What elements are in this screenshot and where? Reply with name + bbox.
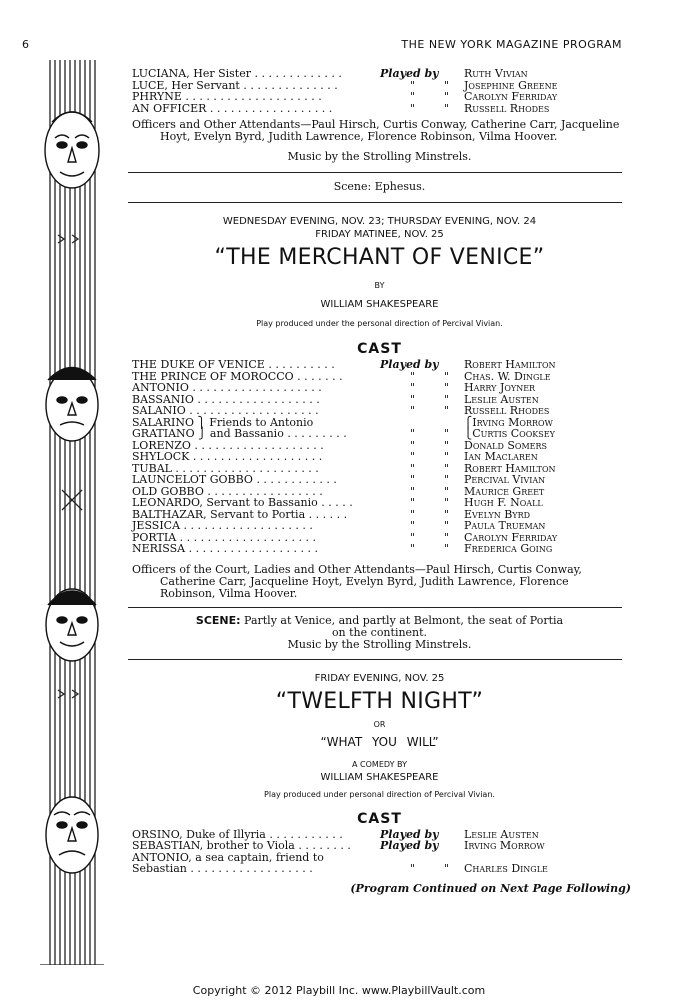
twelfth-cast-list [132, 829, 627, 875]
twelfth-dates: FRIDAY EVENING, NOV. 25 [314, 672, 445, 684]
ditto-mark: " [444, 461, 450, 475]
ditto-mark: " [444, 542, 450, 555]
errors-attendants: Officers and Other Attendants—Paul Hirsch, Curtis Conway, Catherine Carr, Jacqueline Hoyt, Evelyn Byrd, Judith Lawrence, Florence Robinson, Vilma Hoover. [132, 118, 620, 143]
cast-role: GRATIANO ⎭ and Bassanio . . . . . . . . . [132, 427, 347, 440]
twelfth-subtitle: “WHAT YOU WILL” [320, 734, 439, 749]
cast-row [132, 382, 627, 394]
cast-role: SALANIO . . . . . . . . . . . . . . . . . . . [132, 404, 319, 417]
cast-actor: Ian Maclaren [464, 450, 538, 463]
cast-role: PHRYNE . . . . . . . . . . . . . . . . . . . . [132, 90, 322, 103]
ditto-mark: " [410, 369, 416, 383]
merchant-cast-heading: CAST [357, 341, 402, 357]
ditto-mark: " [410, 862, 416, 875]
cast-row [132, 543, 627, 555]
merchant-author: WILLIAM SHAKESPEARE [320, 299, 439, 310]
cast-actor: Charles Dingle [464, 862, 548, 875]
ditto-mark: " [410, 427, 416, 440]
decorative-mask-border [22, 60, 122, 965]
ditto-mark: " [444, 369, 450, 383]
ditto-mark: " [410, 507, 416, 521]
divider [128, 659, 622, 660]
merchant-music: Music by the Strolling Minstrels. [287, 637, 472, 651]
ditto-mark: " [444, 101, 450, 115]
cast-role: AN OFFICER . . . . . . . . . . . . . . . . . . [132, 101, 333, 115]
cast-role: SALARINO ⎫ Friends to Antonio [132, 415, 314, 429]
cast-actor: Leslie Austen [464, 392, 539, 406]
cast-actor: Paula Trueman [464, 519, 546, 532]
errors-cast-list [132, 68, 627, 114]
cast-row [132, 103, 627, 115]
ditto-mark: " [444, 427, 450, 440]
errors-scene: Scene: Ephesus. [333, 180, 426, 193]
ditto-mark: " [410, 101, 416, 115]
played-by-label: Played by [380, 839, 439, 852]
ditto-mark: " [444, 438, 450, 452]
twelfth-or: OR [373, 719, 386, 729]
ditto-mark: " [444, 496, 450, 509]
cast-role: PORTIA . . . . . . . . . . . . . . . . . . . . [132, 530, 316, 544]
mask-icon [46, 368, 98, 442]
cast-role: TUBAL . . . . . . . . . . . . . . . . . . . . . [132, 461, 319, 475]
cast-row [132, 520, 627, 532]
cast-row [132, 359, 627, 371]
cast-actor: Percival Vivian [464, 473, 546, 486]
twelfth-cast-heading: CAST [357, 810, 402, 827]
ditto-mark: " [444, 90, 450, 103]
ditto-mark: " [410, 438, 416, 452]
cast-role: THE PRINCE OF MOROCCO . . . . . . . [132, 369, 343, 383]
cast-actor: Chas. W. Dingle [464, 369, 551, 383]
cast-actor: Hugh F. Noall [464, 496, 543, 509]
cast-actor: Evelyn Byrd [464, 507, 531, 521]
cast-actor: Carolyn Ferriday [464, 90, 558, 103]
ditto-mark: " [444, 484, 450, 498]
ditto-mark: " [444, 862, 450, 875]
continued-note: (Program Continued on Next Page Following) [350, 881, 631, 895]
ditto-mark: " [444, 530, 450, 544]
cast-role: SEBASTIAN, brother to Viola . . . . . . . . [132, 839, 351, 852]
divider [128, 172, 622, 173]
ditto-mark: " [410, 484, 416, 498]
merchant-dates-1: WEDNESDAY EVENING, NOV. 23; THURSDAY EVENING, NOV. 24 [222, 216, 537, 227]
cast-role: THE DUKE OF VENICE . . . . . . . . . . [132, 358, 335, 371]
ditto-mark: " [410, 78, 416, 92]
ditto-mark: " [410, 530, 416, 544]
ditto-mark: " [444, 450, 450, 463]
ditto-mark: " [410, 473, 416, 486]
cast-row [132, 451, 627, 463]
ditto-mark: " [444, 78, 450, 92]
twelfth-direction: Play produced under personal direction of Percival Vivian. [264, 789, 495, 799]
ditto-mark: " [410, 450, 416, 463]
cast-role: LEONARDO, Servant to Bassanio . . . . . [132, 496, 353, 509]
ditto-mark: " [410, 461, 416, 475]
cast-role: SHYLOCK . . . . . . . . . . . . . . . . . . . [132, 450, 323, 463]
cast-actor: ⎧Irving Morrow [464, 415, 553, 429]
mask-icon [46, 589, 98, 661]
cast-role: NERISSA . . . . . . . . . . . . . . . . . . . [132, 542, 318, 555]
cast-actor: Robert Hamilton [464, 358, 556, 371]
scene-label: SCENE: [195, 613, 241, 627]
scene-line-1: Partly at Venice, and partly at Belmont, the seat of Portia [244, 613, 564, 627]
ditto-mark: " [410, 381, 416, 394]
cast-actor: Robert Hamilton [464, 461, 556, 475]
cast-actor: ⎩Curtis Cooksey [464, 427, 555, 440]
ditto-mark: " [410, 542, 416, 555]
mask-icon [46, 797, 98, 873]
cast-row [132, 405, 627, 417]
cast-role: Sebastian . . . . . . . . . . . . . . . . . . [132, 862, 313, 875]
cast-actor: Irving Morrow [464, 839, 545, 852]
played-by-label: Played by [380, 67, 439, 80]
cast-row [132, 840, 627, 852]
cast-row [132, 428, 627, 440]
cast-actor: Russell Rhodes [464, 101, 550, 115]
cast-actor: Leslie Austen [464, 827, 539, 841]
cast-role: LUCIANA, Her Sister . . . . . . . . . . . . . [132, 67, 342, 80]
played-by-label: Played by [380, 827, 439, 841]
cast-role: ORSINO, Duke of Illyria . . . . . . . . . . . [132, 827, 343, 841]
merchant-attendants: Officers of the Court, Ladies and Other Attendants—Paul Hirsch, Curtis Conway, Catherine Carr, Jacqueline Hoyt, Evelyn Byrd, Judith Lawrence, Florence Robinson, Vilma Hoover. [132, 562, 582, 600]
cast-role: ANTONIO, a sea captain, friend to [132, 850, 324, 864]
ditto-mark: " [410, 392, 416, 406]
merchant-dates-2: FRIDAY MATINEE, NOV. 25 [315, 229, 444, 240]
cast-role: LORENZO . . . . . . . . . . . . . . . . . . . [132, 438, 324, 452]
cast-actor: Ruth Vivian [464, 67, 528, 80]
cast-row [132, 68, 627, 80]
cast-actor: Josephine Greene [464, 78, 558, 92]
cast-row [132, 863, 627, 875]
cast-actor: Carolyn Ferriday [464, 530, 558, 544]
cast-role: OLD GOBBO . . . . . . . . . . . . . . . . . [132, 484, 323, 498]
ditto-mark: " [410, 519, 416, 532]
merchant-scene [132, 615, 627, 651]
mask-icon [45, 112, 99, 188]
page-number: 6 [22, 38, 30, 51]
ditto-mark: " [444, 392, 450, 406]
cast-role: JESSICA . . . . . . . . . . . . . . . . . . . [132, 519, 313, 532]
merchant-cast-list [132, 359, 627, 555]
magazine-title: THE NEW YORK MAGAZINE PROGRAM [401, 38, 622, 51]
ditto-mark: " [410, 90, 416, 103]
ditto-mark: " [444, 519, 450, 532]
divider [128, 202, 622, 203]
cast-row [132, 474, 627, 486]
cast-role: ANTONIO . . . . . . . . . . . . . . . . . . . [132, 381, 322, 394]
ditto-mark: " [444, 404, 450, 417]
played-by-label: Played by [380, 358, 439, 371]
ditto-mark: " [444, 507, 450, 521]
cast-role: LUCE, Her Servant . . . . . . . . . . . . . . [132, 78, 338, 92]
cast-role: BASSANIO . . . . . . . . . . . . . . . . . . [132, 392, 320, 406]
divider [128, 607, 622, 608]
cast-role: LAUNCELOT GOBBO . . . . . . . . . . . . [132, 473, 337, 486]
twelfth-author: WILLIAM SHAKESPEARE [320, 771, 439, 783]
ditto-mark: " [444, 381, 450, 394]
cast-row [132, 497, 627, 509]
cast-actor: Russell Rhodes [464, 404, 550, 417]
merchant-by: BY [374, 281, 385, 290]
ditto-mark: " [444, 473, 450, 486]
scene-line-2: on the continent. [331, 625, 428, 639]
cast-actor: Donald Somers [464, 438, 548, 452]
ditto-mark: " [410, 496, 416, 509]
twelfth-title: “TWELFTH NIGHT” [275, 688, 484, 714]
copyright-footer: Copyright © 2012 Playbill Inc. www.PlaybillVault.com [192, 984, 486, 997]
ditto-mark: " [410, 404, 416, 417]
cast-actor: Maurice Greet [464, 484, 545, 498]
cast-row [132, 91, 627, 103]
merchant-title: “THE MERCHANT OF VENICE” [214, 245, 545, 270]
cast-role: BALTHAZAR, Servant to Portia . . . . . . [132, 507, 348, 521]
twelfth-comedy-by: A COMEDY BY [352, 759, 407, 769]
errors-music: Music by the Strolling Minstrels. [287, 150, 472, 163]
cast-actor: Harry Joyner [464, 381, 536, 394]
program-content [132, 67, 631, 895]
cast-actor: Frederica Going [464, 542, 553, 555]
merchant-direction: Play produced under the personal direction of Percival Vivian. [256, 319, 503, 328]
